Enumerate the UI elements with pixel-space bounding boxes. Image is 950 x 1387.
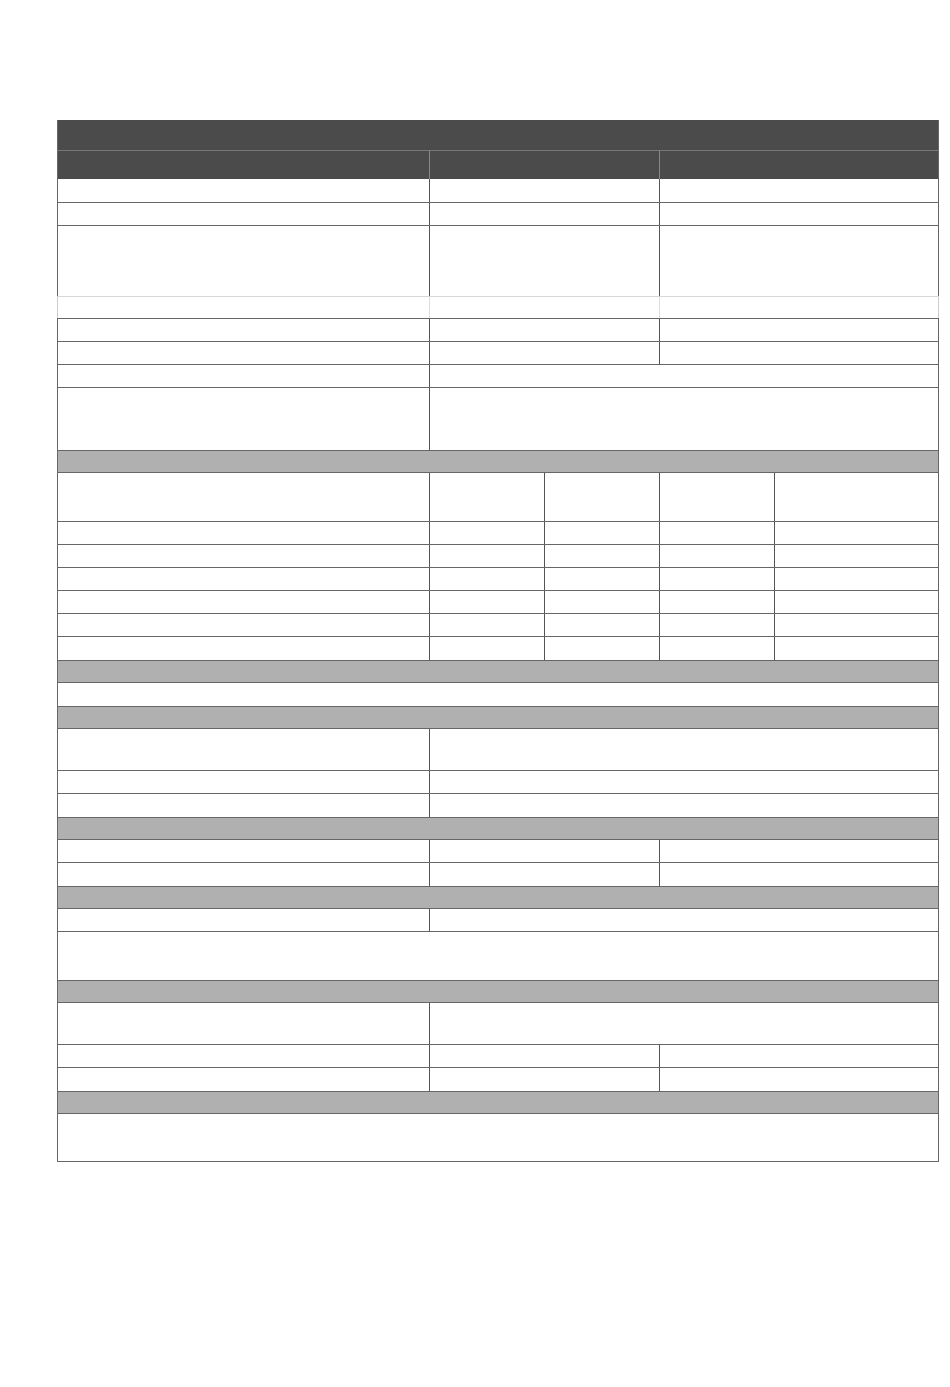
table-cell <box>58 1068 430 1091</box>
table-cell <box>660 473 775 521</box>
table-cell <box>58 909 430 931</box>
table-cell <box>58 637 430 660</box>
table-cell <box>58 319 430 341</box>
table-cell <box>58 297 430 318</box>
section-header <box>57 980 939 1003</box>
table-cell <box>58 342 430 364</box>
table-row <box>57 909 939 932</box>
table-row <box>57 1045 939 1068</box>
table-cell <box>660 545 775 567</box>
table-row <box>57 683 939 706</box>
table-row <box>57 591 939 614</box>
table-row <box>57 318 939 342</box>
table-row <box>57 226 939 296</box>
table-cell <box>58 840 430 862</box>
table-cell <box>660 614 775 636</box>
table-cell <box>545 591 660 613</box>
table-cell <box>430 473 545 521</box>
table-cell <box>545 545 660 567</box>
section-header <box>57 706 939 729</box>
table-cell <box>545 473 660 521</box>
table-cell <box>58 1003 430 1044</box>
table-cell <box>660 637 775 660</box>
table-cell <box>58 473 430 521</box>
table-cell <box>430 591 545 613</box>
table-row <box>57 729 939 771</box>
table-row <box>57 342 939 365</box>
section-header <box>57 886 939 909</box>
table-row <box>57 840 939 863</box>
table-cell <box>58 545 430 567</box>
table-row <box>57 365 939 388</box>
table-cell <box>545 614 660 636</box>
column-header-2 <box>430 151 660 179</box>
table-cell <box>58 388 430 450</box>
column-header-1 <box>58 151 430 179</box>
table-cell <box>660 591 775 613</box>
table-cell <box>430 226 660 296</box>
table-cell <box>545 522 660 544</box>
table-cell <box>58 522 430 544</box>
table-row <box>57 522 939 545</box>
table-row <box>57 545 939 568</box>
table-row <box>57 179 939 203</box>
table-row <box>57 794 939 817</box>
table-cell <box>430 863 660 886</box>
table-cell <box>430 203 660 225</box>
section-header <box>57 817 939 840</box>
table-cell <box>430 568 545 590</box>
table-row <box>57 388 939 450</box>
table-cell <box>58 1045 430 1067</box>
table-cell <box>58 794 430 817</box>
table-cell <box>430 637 545 660</box>
table-cell <box>58 614 430 636</box>
table-cell <box>58 568 430 590</box>
table-cell <box>430 614 545 636</box>
table-cell <box>430 840 660 862</box>
table-row <box>57 1003 939 1045</box>
table-row <box>57 473 939 522</box>
table-cell <box>660 568 775 590</box>
column-header-row <box>57 150 939 179</box>
table-row <box>57 614 939 637</box>
table-row <box>57 203 939 226</box>
column-header-3 <box>660 151 940 179</box>
table-cell <box>58 203 430 225</box>
table-row <box>57 1068 939 1091</box>
table-cell <box>430 297 660 318</box>
table-row <box>57 568 939 591</box>
table-row <box>57 296 939 318</box>
table-cell <box>545 568 660 590</box>
form-table <box>57 120 939 1162</box>
form-title-bar <box>57 120 939 150</box>
section-header <box>57 660 939 683</box>
table-cell <box>430 179 660 202</box>
section-header <box>57 1091 939 1114</box>
table-row <box>57 771 939 794</box>
section-header <box>57 450 939 473</box>
table-cell <box>430 319 660 341</box>
table-row <box>57 637 939 660</box>
table-cell <box>58 771 430 793</box>
table-cell <box>430 342 660 364</box>
table-row <box>57 863 939 886</box>
table-cell <box>58 591 430 613</box>
table-cell <box>58 226 430 296</box>
table-cell <box>430 522 545 544</box>
table-cell <box>430 1045 660 1067</box>
table-cell <box>58 365 430 387</box>
table-cell <box>58 863 430 886</box>
table-row <box>57 1114 939 1162</box>
table-cell <box>545 637 660 660</box>
table-cell <box>58 729 430 770</box>
table-cell <box>430 1068 660 1091</box>
table-cell <box>430 545 545 567</box>
table-cell <box>660 522 775 544</box>
table-cell <box>58 179 430 202</box>
table-row <box>57 932 939 980</box>
